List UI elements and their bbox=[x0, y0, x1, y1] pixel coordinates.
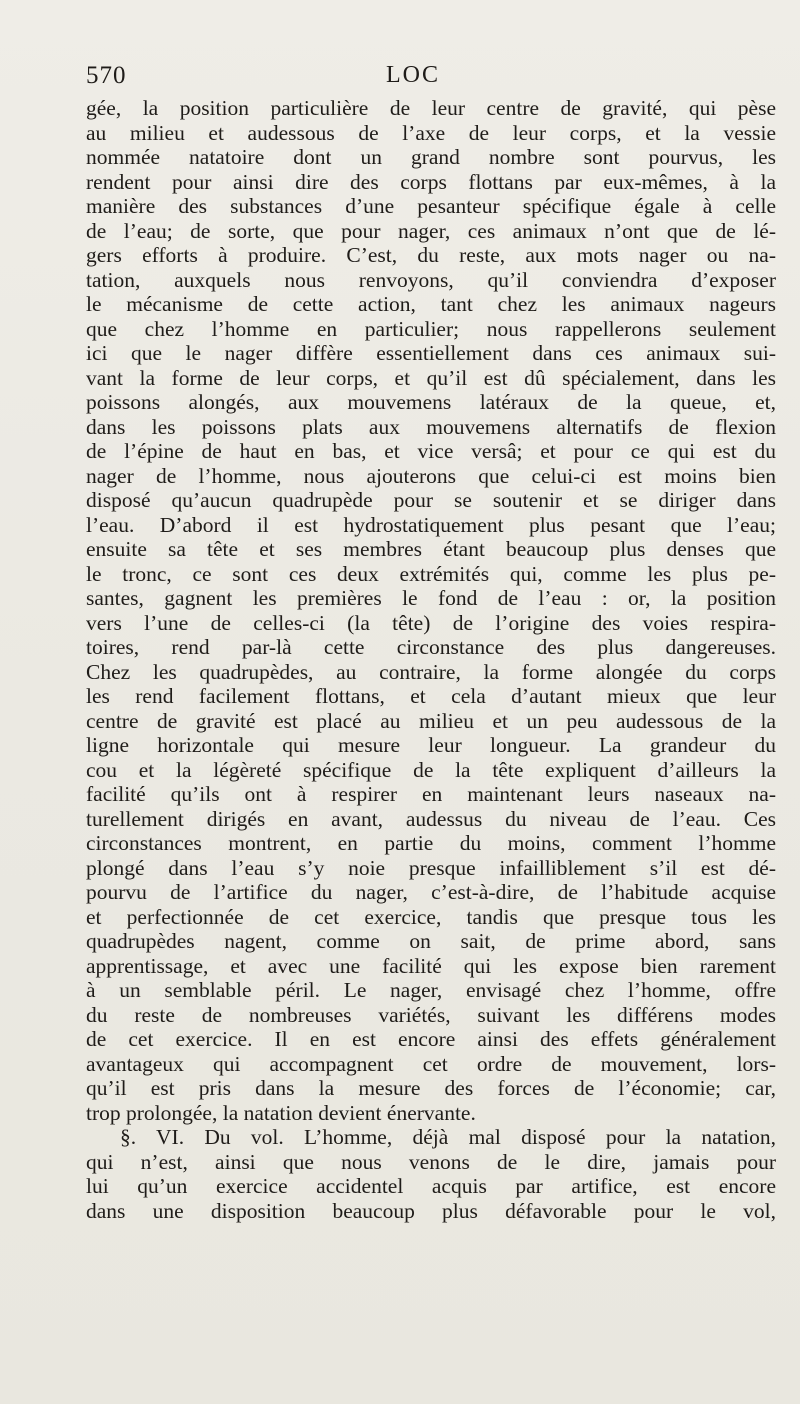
text-line: au milieu et audessous de l’axe de leur corps, et la vessie bbox=[86, 120, 776, 145]
paragraph-end-line: trop prolongée, la natation devient énervante. bbox=[86, 1100, 476, 1125]
text-line: de cet exercice. Il en est encore ainsi des effets généralement bbox=[86, 1027, 776, 1051]
text-line: pourvu de l’artifice du nager, c’est-à-dire, de l’habitude acquise bbox=[86, 880, 776, 904]
text-line: toires, rend par-là cette circonstance des plus dangereuses. bbox=[86, 635, 776, 659]
text-line: Chez les quadrupèdes, au contraire, la forme alongée du corps bbox=[86, 659, 776, 684]
text-line: nager de l’homme, nous ajouterons que celui-ci est moins bien bbox=[86, 463, 776, 488]
text-line: à un semblable péril. Le nager, envisagé chez l’homme, offre bbox=[86, 978, 776, 1002]
text-line: ensuite sa tête et ses membres étant beaucoup plus denses que bbox=[86, 537, 776, 561]
text-line: lui qu’un exercice accidentel acquis par artifice, est encore bbox=[86, 1174, 776, 1198]
text-line: poissons alongés, aux mouvemens latéraux de la queue, et, bbox=[86, 390, 776, 414]
text-line: gers efforts à produire. C’est, du reste, aux mots nager ou na- bbox=[86, 243, 776, 267]
text-line: gée, la position particulière de leur centre de gravité, qui pèse bbox=[86, 96, 776, 120]
text-line: turellement dirigés en avant, audessus du niveau de l’eau. Ces bbox=[86, 806, 776, 831]
text-line: facilité qu’ils ont à respirer en maintenant leurs naseaux na- bbox=[86, 782, 776, 806]
text-line: cou et la légèreté spécifique de la tête expliquent d’ailleurs la bbox=[86, 757, 776, 782]
text-line: les rend facilement flottans, et cela d’autant mieux que leur bbox=[86, 684, 776, 708]
text-line: l’eau. D’abord il est hydrostatiquement plus pesant que l’eau; bbox=[86, 512, 776, 537]
text-line: centre de gravité est placé au milieu et un peu audessous de la bbox=[86, 708, 776, 733]
text-line: nommée natatoire dont un grand nombre sont pourvus, les bbox=[86, 145, 776, 169]
text-line: vers l’une de celles-ci (la tête) de l’origine des voies respira- bbox=[86, 610, 776, 635]
page-number: 570 bbox=[86, 62, 127, 89]
text-line: du reste de nombreuses variétés, suivant les différens modes bbox=[86, 1002, 776, 1027]
text-line: de l’eau; de sorte, que pour nager, ces animaux n’ont que de lé- bbox=[86, 218, 776, 243]
text-line: dans les poissons plats aux mouvemens alternatifs de flexion bbox=[86, 414, 776, 439]
body-text bbox=[86, 96, 776, 1223]
text-line: quadrupèdes nagent, comme on sait, de prime abord, sans bbox=[86, 929, 776, 953]
text-line: vant la forme de leur corps, et qu’il est dû spécialement, dans les bbox=[86, 365, 776, 390]
running-head: LOC bbox=[386, 62, 440, 88]
text-line: qui n’est, ainsi que nous venons de le dire, jamais pour bbox=[86, 1149, 776, 1174]
text-line: plongé dans l’eau s’y noie presque infailliblement s’il est dé- bbox=[86, 855, 776, 880]
text-line: de l’épine de haut en bas, et vice versâ; et pour ce qui est du bbox=[86, 439, 776, 463]
text-line: et perfectionnée de cet exercice, tandis que presque tous les bbox=[86, 904, 776, 929]
section-heading-line: §. VI. Du vol. L’homme, déjà mal disposé pour la natation, bbox=[120, 1125, 776, 1149]
text-line: le tronc, ce sont ces deux extrémités qui, comme les plus pe- bbox=[86, 561, 776, 586]
text-line: tation, auxquels nous renvoyons, qu’il conviendra d’exposer bbox=[86, 267, 776, 292]
page-header bbox=[86, 62, 776, 92]
text-line: ici que le nager diffère essentiellement dans ces animaux sui- bbox=[86, 341, 776, 365]
text-line: circonstances montrent, en partie du moins, comment l’homme bbox=[86, 831, 776, 855]
text-line: qu’il est pris dans la mesure des forces de l’économie; car, bbox=[86, 1076, 776, 1100]
text-line: le mécanisme de cette action, tant chez les animaux nageurs bbox=[86, 292, 776, 316]
text-line: ligne horizontale qui mesure leur longueur. La grandeur du bbox=[86, 733, 776, 757]
text-line: manière des substances d’une pesanteur spécifique égale à celle bbox=[86, 194, 776, 218]
text-line: que chez l’homme en particulier; nous rappellerons seulement bbox=[86, 316, 776, 341]
text-line: rendent pour ainsi dire des corps flottans par eux-mêmes, à la bbox=[86, 169, 776, 194]
text-line: apprentissage, et avec une facilité qui les expose bien rarement bbox=[86, 953, 776, 978]
text-line: avantageux qui accompagnent cet ordre de mouvement, lors- bbox=[86, 1051, 776, 1076]
text-line: dans une disposition beaucoup plus défavorable pour le vol, bbox=[86, 1198, 776, 1223]
text-line: santes, gagnent les premières le fond de l’eau : or, la position bbox=[86, 586, 776, 610]
text-line: disposé qu’aucun quadrupède pour se soutenir et se diriger dans bbox=[86, 488, 776, 512]
